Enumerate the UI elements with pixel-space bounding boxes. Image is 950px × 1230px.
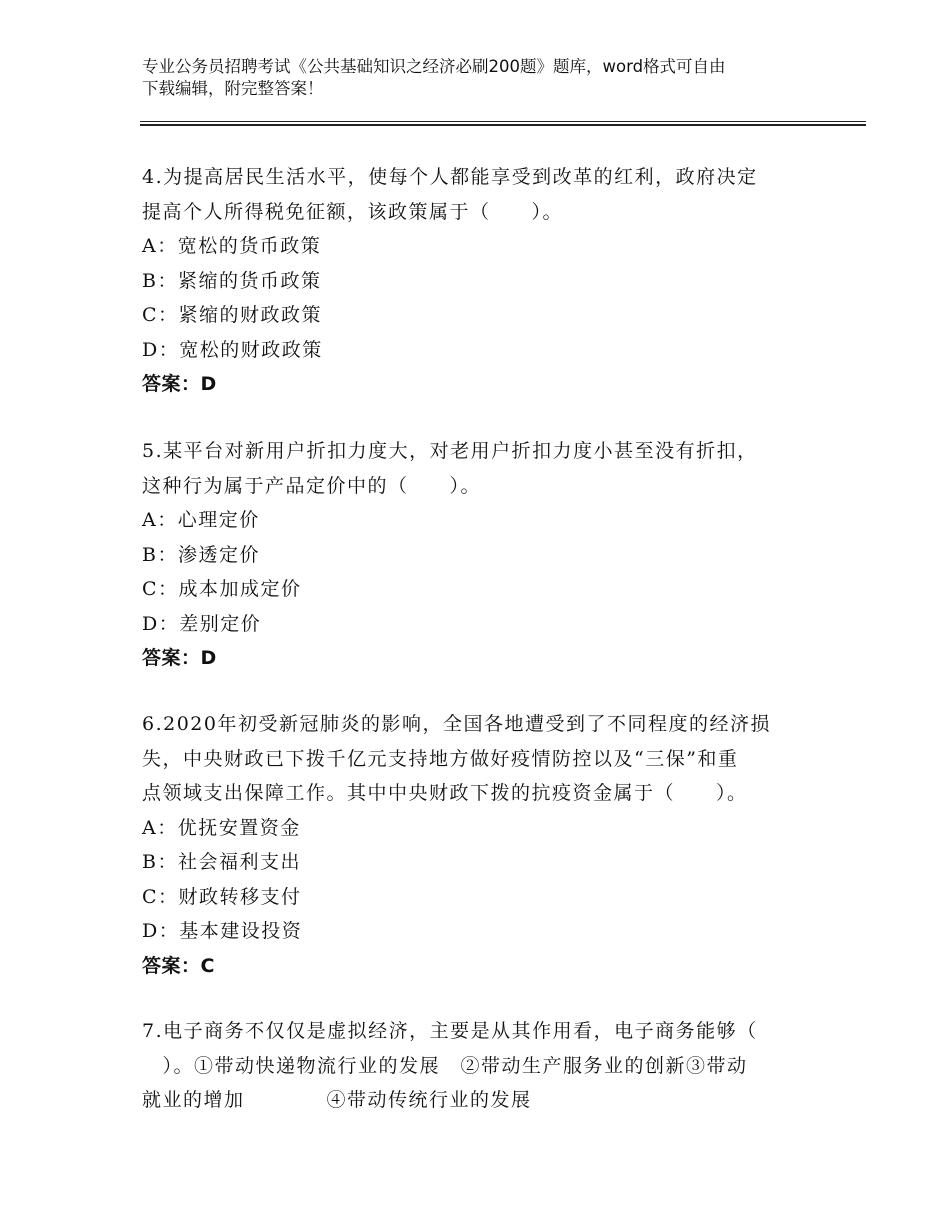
question-stem-line: 5.某平台对新用户折扣力度大，对老用户折扣力度小甚至没有折扣，	[142, 440, 758, 462]
option-c: C：成本加成定价	[142, 578, 302, 600]
option-a: A：心理定价	[142, 509, 260, 531]
question-stem-line: 提高个人所得税免征额，该政策属于（ ）。	[142, 200, 564, 223]
question-stem-line: 点领域支出保障工作。其中中央财政下拨的抗疫资金属于（ ）。	[142, 782, 748, 804]
option-b: B：社会福利支出	[142, 851, 301, 873]
question-6	[142, 707, 802, 983]
header-divider-thin	[140, 121, 866, 122]
answer-label: 答案：D	[142, 373, 217, 395]
option-d: D：差别定价	[142, 612, 262, 635]
option-c: C：紧缩的财政政策	[142, 304, 323, 326]
header-line-1: 专业公务员招聘考试《公共基础知识之经济必刷200题》题库，word格式可自由	[142, 57, 726, 76]
option-b: B：紧缩的货币政策	[142, 269, 322, 292]
question-stem-line: 就业的增加 ④带动传统行业的发展	[142, 1089, 532, 1111]
question-7	[142, 1014, 802, 1118]
option-c: C：财政转移支付	[142, 885, 302, 908]
question-5	[142, 434, 802, 676]
answer-label: 答案：D	[142, 647, 217, 669]
question-4	[142, 160, 802, 402]
question-stem-line: 失，中央财政已下拨千亿元支持地方做好疫情防控以及“三保”和重	[142, 747, 739, 770]
question-stem-line: 这种行为属于产品定价中的（ ）。	[142, 474, 482, 497]
question-stem-line: 6.2020年初受新冠肺炎的影响，全国各地遭受到了不同程度的经济损	[142, 713, 771, 735]
answer-label: 答案：C	[142, 954, 215, 977]
question-stem-line: ）。①带动快递物流行业的发展 ②带动生产服务业的创新③带动	[142, 1054, 748, 1077]
question-stem-line: 4.为提高居民生活水平，使每个人都能享受到改革的红利，政府决定	[142, 166, 758, 188]
option-d: D：基本建设投资	[142, 920, 303, 942]
option-b: B：渗透定价	[142, 543, 260, 566]
option-a: A：优抚安置资金	[142, 816, 301, 839]
option-d: D：宽松的财政政策	[142, 338, 323, 361]
question-stem-line: 7.电子商务不仅仅是虚拟经济，主要是从其作用看，电子商务能够（	[142, 1020, 758, 1042]
header-line-2: 下载编辑，附完整答案！	[142, 79, 324, 98]
document-header	[142, 56, 810, 100]
option-a: A：宽松的货币政策	[142, 235, 322, 257]
header-divider-thick	[140, 124, 866, 126]
